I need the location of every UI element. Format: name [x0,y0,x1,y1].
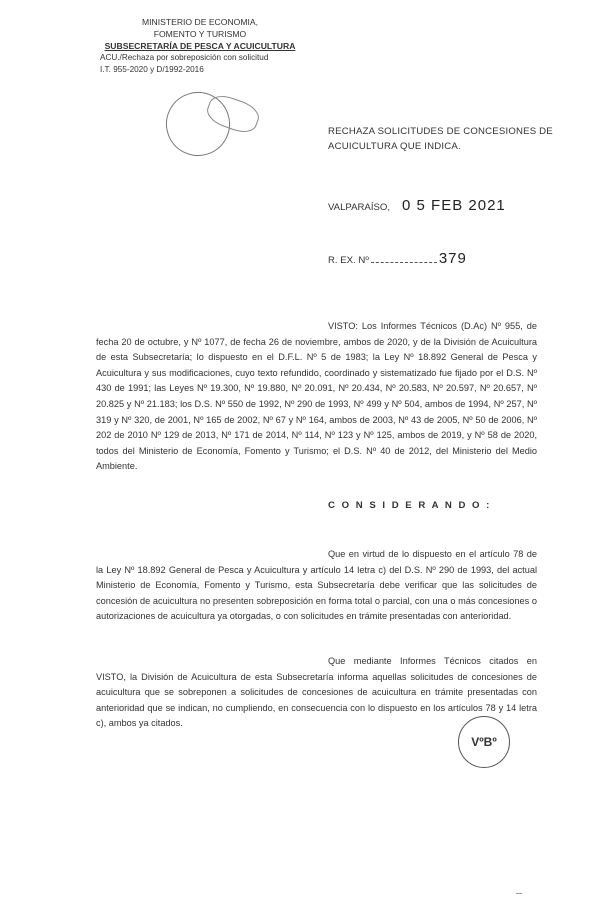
subsecretaria-name: SUBSECRETARÍA DE PESCA Y ACUICULTURA [104,41,296,51]
date-line [328,197,506,214]
visto-paragraph [96,319,537,475]
date-value: 0 5 FEB 2021 [402,197,506,214]
date-city: VALPARAÍSO, [328,202,391,213]
reference-line-1: ACU./Rechaza por sobreposición con solicitud [100,53,269,62]
letterhead [100,16,300,76]
ministry-line-2: FOMENTO Y TURISMO [153,29,247,39]
vobo-label: VºBº [471,735,497,749]
considerando-paragraph-1 [96,547,537,625]
vobo-approval-stamp [458,716,510,768]
resolution-blank-line [371,262,437,263]
resolution-title: RECHAZA SOLICITUDES DE CONCESIONES DE ACUICULTURA QUE INDICA. [328,126,553,152]
resolution-label: R. EX. Nº [328,255,369,266]
considerando-heading: C O N S I D E R A N D O : [328,500,492,511]
visto-text: VISTO: Los Informes Técnicos (D.Ac) Nº 955, de fecha 20 de octubre, y Nº 1077, de fecha 26 de noviembre, ambos de 2020, y de la División de Acuicultura de esta Subsecretaría; lo dispuesto en el D.F.L. Nº 5 de 1983; la Ley Nº 18.892 General de Pesca y Acuicultura y sus modificaciones, cuyo texto refundido, coordinado y sistematizado fue fijado por el D.S. Nº 430 de 1991; las Leyes Nº 19.300, Nº 19.880, Nº 20.091, Nº 20.434, Nº 20.583, Nº 20.597, Nº 20.657, Nº 20.825 y Nº 21.183; los D.S. Nº 550 de 1992, Nº 290 de 1993, Nº 499 y Nº 504, ambos de 1994, Nº 257, Nº 319 y Nº 320, de 2001, Nº 165 de 2002, Nº 67 y Nº 164, ambos de 2003, Nº 43 de 2005, Nº 50 de 2006, Nº 202 de 2010 Nº 129 de 2013, Nº 171 de 2014, Nº 114, Nº 123 y Nº 125, ambos de 2019, y Nº 58 de 2020, todos del Ministerio de Economía, Fomento y Turismo; el D.S. Nº 40 de 2012, del Ministerio del Medio Ambiente. [96,321,537,472]
ministry-line-1: MINISTERIO DE ECONOMIA, [141,17,259,27]
page-mark [516,893,522,894]
resolution-number: 379 [438,250,467,267]
resolution-number-line [328,250,467,267]
considerando-text-1: Que en virtud de lo dispuesto en el artículo 78 de la Ley Nº 18.892 General de Pesca y Acuicultura y artículo 14 letra c) del D.S. Nº 290 de 1993, del actual Ministerio de Economía, Fomento y Turismo, esta Subsecretaría debe verificar que las solicitudes de concesión de acuicultura no presenten sobreposición en forma total o parcial, con una o más concesiones o autorizaciones de acuicultura ya otorgadas, o con solicitudes en trámite presentadas con anterioridad. [96,549,537,622]
considerando-text-2: Que mediante Informes Técnicos citados en VISTO, la División de Acuicultura de esta Subsecretaría informa aquellas solicitudes de concesiones de acuicultura que se sobreponen a solicitudes de concesiones de acuicultura en trámite presentadas con anterioridad que se indican, no cumpliendo, en consecuencia con lo dispuesto en los artículos 78 y 14 letra c), ambos ya citados. [96,656,537,729]
reference-line-2: I.T. 955-2020 y D/1992-2016 [100,65,204,74]
